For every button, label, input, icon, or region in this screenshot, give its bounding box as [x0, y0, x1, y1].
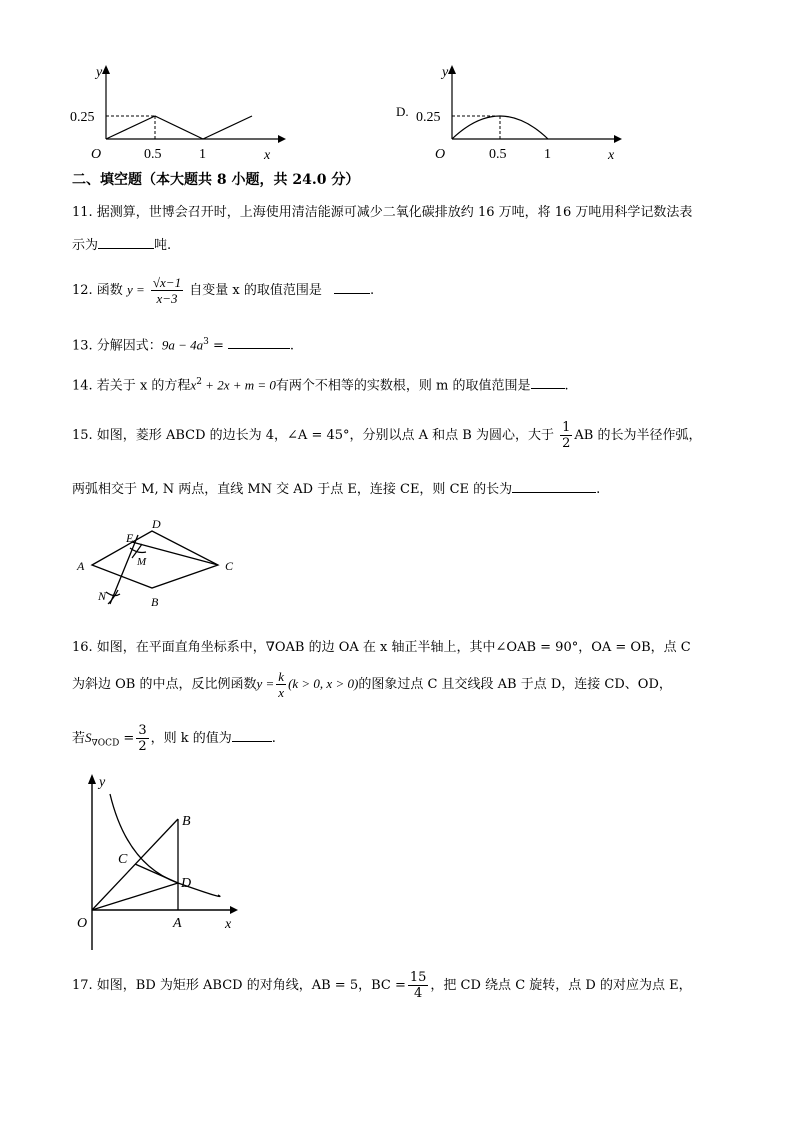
q14-exp: 2 [196, 377, 202, 387]
x-axis-arrow [230, 906, 238, 914]
graph-line [106, 116, 252, 139]
q16-sden: 2 [138, 739, 147, 754]
line-mn [110, 535, 138, 604]
q16-text-c: 若 [72, 731, 86, 746]
q14-post: 有两个不相等的实数根，则 m 的取值范围是 [275, 378, 531, 394]
x-tick-2: 1 [199, 147, 206, 162]
question-15-line-2 [72, 478, 600, 500]
q17-den: 4 [414, 986, 423, 1001]
q12-pre: 12. 函数 [72, 283, 123, 298]
q16-text-d: ，则 k 的值为 [150, 731, 232, 746]
q11-text-b: 吨. [154, 238, 172, 253]
answer-blank [98, 234, 154, 249]
x-axis-arrow [278, 135, 286, 143]
label-n: N [98, 589, 107, 603]
x-axis-arrow [614, 135, 622, 143]
x-tick-1: 0.5 [489, 147, 507, 162]
question-11-line-2 [72, 234, 171, 256]
answer-blank [232, 727, 272, 742]
q16-text-a: 为斜边 OB 的中点，反比例函数 [72, 677, 257, 692]
label-e: E [126, 531, 134, 545]
graph-option-d-arc [392, 62, 632, 166]
question-13 [72, 332, 294, 356]
label-x: x [225, 917, 232, 932]
q13-pre: 13. 分解因式： [72, 338, 162, 354]
q12-fraction [151, 275, 183, 306]
q17-fraction [408, 970, 429, 1001]
x-label: x [264, 148, 271, 163]
coordinate-figure [72, 770, 244, 954]
section-title: 二、填空题（本大题共 8 小题，共 24.0 分） [72, 172, 360, 188]
question-16-line-3 [72, 718, 276, 764]
answer-blank [531, 374, 565, 389]
label-m: M [137, 556, 147, 568]
hyperbola [110, 794, 220, 897]
q13-expr1: 9a − 4a [161, 337, 204, 353]
y-axis-arrow [448, 65, 456, 74]
label-d: D [152, 518, 161, 531]
rhombus-figure [72, 518, 244, 618]
q16-s: S [85, 730, 92, 745]
q12-y: y = [126, 282, 145, 297]
origin-label: O [435, 147, 446, 162]
q15-text-a: 15. 如图，菱形 ABCD 的边长为 4，∠A = 45°，分别以点 A 和点 B 为圆心，大于 [72, 428, 554, 443]
x-tick-1: 0.5 [144, 147, 162, 162]
q16-eq: = [119, 731, 135, 746]
q15-fraction [560, 420, 572, 451]
q14-pre: 14. 若关于 x 的方程 [72, 378, 191, 394]
answer-blank [228, 334, 290, 349]
q13-end: . [289, 338, 294, 354]
q16-text-b: 的图象过点 C 且交线段 AB 于点 D，连接 CD、OD， [358, 677, 672, 692]
question-17 [72, 966, 692, 1006]
label-y: y [99, 775, 106, 790]
y-axis-arrow [102, 65, 110, 74]
label-a: A [77, 559, 85, 573]
y-tick: 0.25 [70, 110, 95, 125]
label-d: D [181, 876, 192, 891]
answer-blank [334, 279, 370, 294]
y-tick: 0.25 [416, 110, 441, 125]
q11-text-a: 示为 [72, 238, 99, 253]
answer-blank [512, 478, 596, 493]
q15-end: . [596, 482, 601, 497]
label-a: A [173, 916, 182, 931]
label-o: O [77, 916, 88, 931]
q15-den: 2 [562, 436, 571, 451]
q15-num: 1 [562, 420, 571, 435]
origin-label: O [91, 147, 102, 162]
arc-n [106, 592, 120, 596]
label-c: C [118, 852, 128, 867]
x-tick-2: 1 [544, 147, 551, 162]
q16-num: k [278, 669, 285, 684]
q16-den: x [278, 685, 285, 700]
question-15-line-1 [72, 416, 701, 456]
graph-piecewise-linear [66, 62, 296, 166]
q16-end: . [271, 731, 276, 746]
question-16-line-2 [72, 664, 672, 705]
q17-num: 15 [409, 970, 427, 985]
y-label: y [442, 65, 449, 80]
label-b: B [151, 595, 159, 609]
label-b: B [182, 814, 191, 829]
q16-ssub: ∇OCD [91, 738, 120, 749]
q17-post: ，把 CD 绕点 C 旋转，点 D 的对应为点 E， [430, 978, 692, 993]
question-12 [72, 270, 374, 311]
q13-exp: 3 [203, 337, 209, 347]
q16-s-fraction [136, 723, 148, 754]
q16-cond: (k > 0, x > 0) [288, 676, 359, 691]
question-11-line-1: 11. 据测算，世博会召开时，上海使用清洁能源可减少二氧化碳排放约 16 万吨，将 16 万吨用科学记数法表 [72, 205, 693, 220]
question-14 [72, 372, 569, 396]
q12-end: . [369, 283, 375, 298]
y-label: y [96, 65, 103, 80]
q13-expr2: = [208, 338, 224, 354]
q16-snum: 3 [138, 723, 147, 738]
option-label: D. [396, 104, 409, 119]
label-c: C [225, 559, 234, 573]
question-16-line-1: 16. 如图，在平面直角坐标系中，∇OAB 的边 OA 在 x 轴正半轴上，其中∠OAB = 90°，OA = OB，点 C [72, 640, 691, 655]
q15-text-c: 两弧相交于 M, N 两点，直线 MN 交 AD 于点 E，连接 CE，则 CE 的长为 [72, 482, 513, 497]
q12-den: x−3 [156, 291, 178, 306]
x-label: x [608, 148, 615, 163]
q15-text-b: AB 的长为半径作弧， [574, 428, 702, 443]
q17-pre: 17. 如图，BD 为矩形 ABCD 的对角线，AB = 5，BC = [72, 978, 406, 993]
q16-fraction [276, 669, 286, 700]
q14-eq2: + 2x + m = 0 [201, 377, 276, 393]
q14-eq1: x [190, 377, 197, 393]
y-axis-arrow [88, 774, 96, 784]
q12-num: √x−1 [152, 275, 182, 290]
q16-y: y = [256, 676, 275, 691]
q12-post: 自变量 x 的取值范围是 [189, 283, 322, 298]
q14-end: . [564, 378, 569, 394]
